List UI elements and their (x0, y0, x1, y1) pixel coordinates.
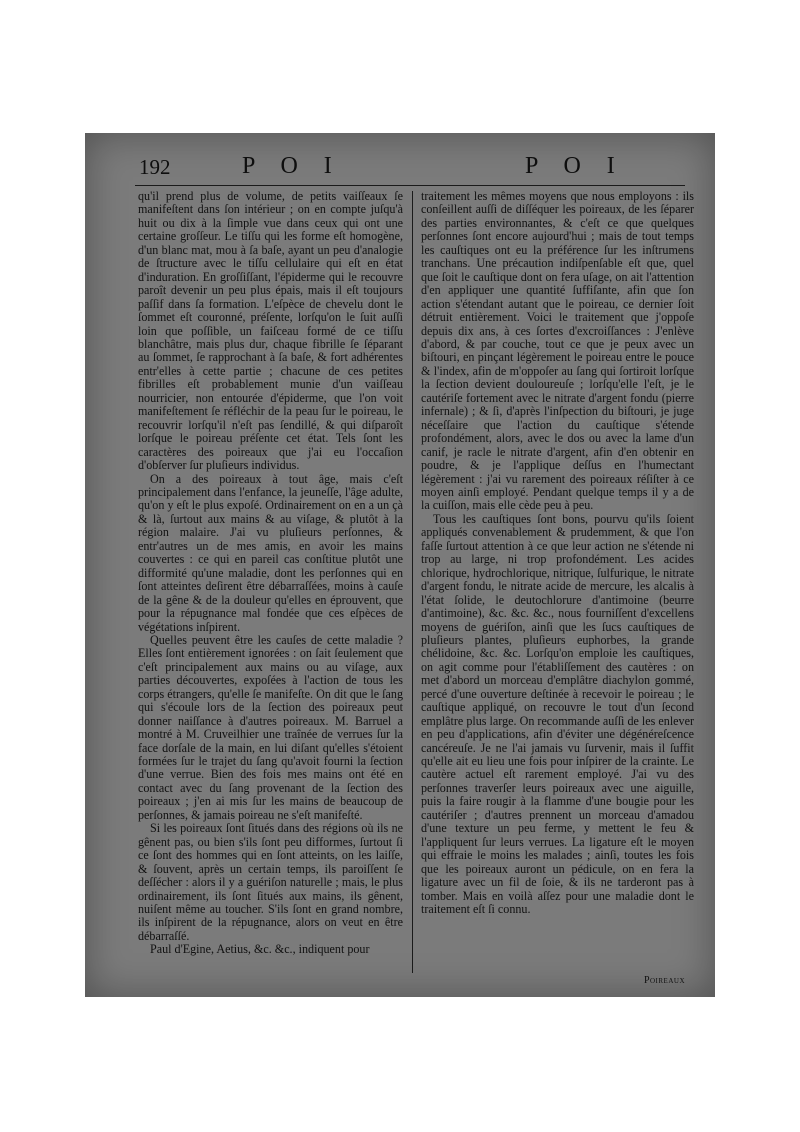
scanned-page (85, 133, 715, 997)
header-rule (135, 185, 685, 186)
catchword: Poireaux (643, 975, 685, 986)
paragraph: Tous les cauſtiques ſont bons, pourvu qu'ils ſoient appliqués convenablement & prudemment, & que l'on faſſe ſurtout attention à ce que leur action ne s'étende ni trop au large, ni trop profondément. Les acides chlorique, hydrochlorique, nitrique, ſulfurique, le nitrate d'argent fondu, le nitrate acide de mercure, les alcalis à l'état ſolide, le deutochlorure d'antimoine (beurre d'antimoine), &c. &c. &c., nous fourniſſent d'excellens moyens de guériſon, ainſi que les ſucs cauſtiques de pluſieurs plantes, pluſieurs euphorbes, la grande chélidoine, &c. &c. Lorſqu'on emploie les cauſtiques, on agit comme pour l'établiſſement des cautères : on met d'abord un morceau d'emplâtre diachylon gommé, percé d'une ouverture deſtinée à recevoir le poireau ; le cauſtique appliqué, on recouvre le tout d'un ſecond emplâtre plus large. On recommande auſſi de les enlever en peu d'applications, afin d'éviter une dégénéreſcence cancéreuſe. Je ne l'ai jamais vu ſurvenir, mais il ſuffit qu'elle ait eu lieu une fois pour inſpirer de la crainte. Le cautère actuel eſt rarement employé. J'ai vu des perſonnes traverſer leurs poireaux avec une aiguille, puis la faire rougir à la flamme d'une bougie pour les cautériſer ; d'autres prennent un morceau d'amadou d'une texture un peu ferme, y mettent le feu & l'appliquent ſur leurs verrues. La ligature eſt le moyen qui effraie le moins les malades ; ainſi, toutes les fois que les poireaux auront un pédicule, on en fera la ligature avec un fil de ſoie, & ils ne tarderont pas à tomber. Mais en voilà aſſez pour une maladie dont le traitement eſt ſi connu. (421, 511, 694, 917)
paragraph: Paul d'Egine, Aetius, &c. &c., indiquent pour (150, 942, 370, 957)
paragraph: qu'il prend plus de volume, de petits vaiſſeaux ſe manifeſtent dans ſon intérieur ; on en compte juſqu'à huit ou dix à la ſimple vue dans ceux qui ont une certaine groſſeur. Le tiſſu qui les forme eſt homogène, d'un blanc mat, mou à ſa baſe, ayant un peu d'analogie de ſtructure avec le tiſſu cellulaire qui eſt en état d'induration. En groſſiſſant, l'épiderme qui le recouvre paroît devenir un peu plus épais, mais il eſt toujours paſſif dans ſa formation. L'eſpèce de chevelu dont le ſommet eſt couronné, préſente, lorſqu'on le ſuit auſſi loin que poſſible, un faiſceau formé de ce tiſſu blanchâtre, mais plus dur, chaque fibrille ſe ſéparant au ſommet, ſe rapprochant à ſa baſe, & fort adhérentes entr'elles à cette partie ; chacune de ces petites fibrilles eſt probablement munie d'un vaiſſeau nourricier, non entourée d'épiderme, que l'on voit manifeſtement ſe réfléchir de la peau ſur le poireau, le recouvrir lorſqu'il n'eſt pas ſendillé, & qui diſparoît lorſque le poireau préſente cet état. Tels ſont les caractères des poireaux que j'ai eu l'occaſion d'obſerver ſur pluſieurs individus. (138, 189, 403, 473)
paragraph: On a des poireaux à tout âge, mais c'eſt principalement dans l'enfance, la jeuneſſe, l'âge adulte, qu'on y eſt le plus expoſé. Ordinairement on en a un çà & là, ſurtout aux mains & au viſage, & plutôt à la région malaire. J'ai vu pluſieurs perſonnes, & entr'autres un de mes amis, en avoir les mains couvertes : ce qui en pareil cas conſtitue plutôt une difformité qu'une maladie, dont les perſonnes qui en ſont atteintes deſirent être débarraſſées, moins à cauſe de la gêne & de la douleur qu'elles en éprouvent, que pour la répugnance mal fondée que ces eſpèces de végétations inſpirent. (138, 471, 403, 634)
paragraph: Quelles peuvent être les cauſes de cette maladie ? Elles ſont entièrement ignorées : on ſait ſeulement que c'eſt principalement aux mains ou au viſage, aux parties découvertes, expoſées à l'action de tous les corps étrangers, qu'elle ſe manifeſte. On dit que le ſang qui s'écoule lors de la ſection des poireaux peut donner naiſſance à d'autres poireaux. M. Barruel a montré à M. Cruveilhier une traînée de verrues ſur la face dorſale de la main, en lui diſant qu'elles s'étoient formées ſur le trajet du ſang qu'avoit fourni la ſection d'une verrue. Bien des fois mes mains ont été en contact avec du ſang provenant de la ſection des poireaux ; j'en ai mis ſur les mains de beaucoup de perſonnes, & jamais poireau ne s'eſt manifeſté. (138, 632, 403, 822)
left-column (138, 190, 403, 957)
column-divider (412, 191, 413, 973)
running-head-right: P O I (525, 153, 625, 179)
paragraph: traitement les mêmes moyens que nous employons : ils conſeillent auſſi de diſſéquer les poireaux, de les ſéparer des parties environnantes, & c'eſt ce que quelques perſonnes ſont encore aujourd'hui ; mais de tout temps les cauſtiques ont eu la préférence ſur les inſtrumens tranchans. Une précaution indiſpenſable eſt que, quel que ſoit le cauſtique dont on fera uſage, on ait l'attention d'en appliquer une quantité ſuffiſante, afin que ſon action s'étendant autant que le poireau, ce dernier ſoit détruit entièrement. Voici le traitement que j'oppoſe depuis dix ans, à ces ſortes d'excroiſſances : J'enlève d'abord, & par couche, tout ce que je peux avec un biſtouri, en pinçant légèrement le poireau entre le pouce & l'index, afin de m'oppoſer au ſang qui ſortiroit lorſque la ſection devient douloureuſe ; lorſqu'elle l'eſt, je le cautériſe fortement avec le nitrate d'argent fondu (pierre infernale) ; & ſi, d'après l'inſpection du biſtouri, je juge néceſſaire que l'action du cauſtique s'étende profondément, alors, avec le dos ou avec la lame d'un canif, je racle le nitrate d'argent, afin d'en obtenir en poudre, & je l'applique deſſus en l'humectant légèrement : j'ai vu rarement des poireaux réſiſter à ce moyen ainſi employé. Pendant quelque temps il y a de la cuiſſon, mais elle cède peu à peu. (421, 189, 694, 513)
running-head-left: P O I (242, 153, 342, 179)
page-number: 192 (139, 155, 171, 179)
right-column (421, 190, 694, 916)
paragraph: Si les poireaux ſont ſitués dans des régions où ils ne gênent pas, ou bien s'ils ſont peu difformes, ſurtout ſi ce ſont des hommes qui en ſont atteints, on les laiſſe, & ſouvent, après un certain temps, ils paroiſſent ſe deſſécher : alors il y a guériſon naturelle ; mais, le plus ordinairement, ils ſont ſitués aux mains, ils gênent, nuiſent même au toucher. S'ils ſont en grand nombre, ils inſpirent de la répugnance, alors on veut en être débarraſſé. (138, 821, 403, 943)
